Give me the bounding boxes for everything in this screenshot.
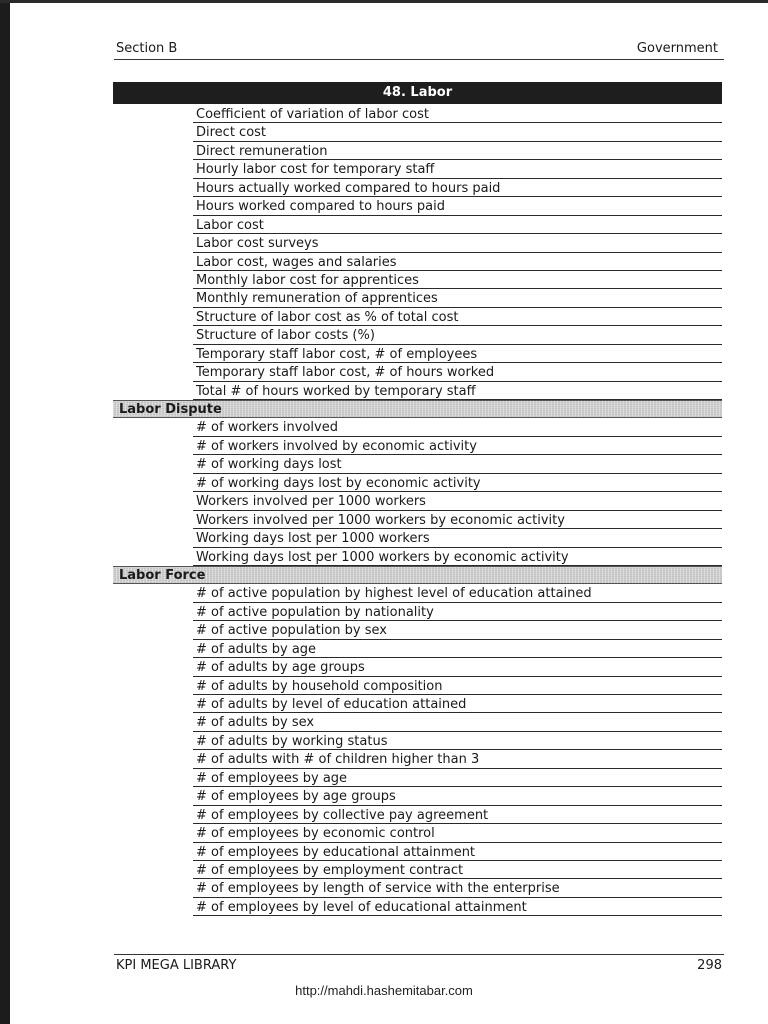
list-item: Labor cost, wages and salaries bbox=[193, 253, 722, 271]
list-item: # of employees by educational attainment bbox=[193, 843, 722, 861]
header-divider bbox=[114, 59, 724, 60]
source-url[interactable]: http://mahdi.hashemitabar.com bbox=[295, 983, 473, 998]
list-item: Hours worked compared to hours paid bbox=[193, 197, 722, 215]
list-item: # of employees by level of educational attainment bbox=[193, 898, 722, 916]
list-item: Hourly labor cost for temporary staff bbox=[193, 160, 722, 178]
list-item: Total # of hours worked by temporary staff bbox=[193, 382, 722, 400]
list-item: # of employees by economic control bbox=[193, 824, 722, 842]
section-heading: Labor Dispute bbox=[113, 400, 722, 418]
list-item: # of adults by age bbox=[193, 640, 722, 658]
list-item: Working days lost per 1000 workers bbox=[193, 529, 722, 547]
list-item: # of active population by highest level of education attained bbox=[193, 584, 722, 602]
kpi-list bbox=[113, 105, 722, 916]
list-item: # of adults with # of children higher than 3 bbox=[193, 750, 722, 768]
list-item: Monthly labor cost for apprentices bbox=[193, 271, 722, 289]
list-item: # of employees by collective pay agreement bbox=[193, 806, 722, 824]
list-item: Coefficient of variation of labor cost bbox=[193, 105, 722, 123]
list-item: Hours actually worked compared to hours paid bbox=[193, 179, 722, 197]
library-name: KPI MEGA LIBRARY bbox=[116, 958, 237, 973]
page-header bbox=[116, 41, 718, 59]
list-item: Temporary staff labor cost, # of employees bbox=[193, 345, 722, 363]
list-item: # of employees by length of service with the enterprise bbox=[193, 879, 722, 897]
list-item: Monthly remuneration of apprentices bbox=[193, 289, 722, 307]
list-item: # of working days lost by economic activity bbox=[193, 474, 722, 492]
scan-edge-left bbox=[0, 0, 10, 1024]
list-item: # of adults by age groups bbox=[193, 658, 722, 676]
list-item: # of active population by nationality bbox=[193, 603, 722, 621]
list-item: # of employees by age bbox=[193, 769, 722, 787]
list-item: Working days lost per 1000 workers by economic activity bbox=[193, 548, 722, 566]
list-item: # of adults by sex bbox=[193, 713, 722, 731]
list-item: # of adults by household composition bbox=[193, 677, 722, 695]
list-item: Direct remuneration bbox=[193, 142, 722, 160]
list-item: Labor cost surveys bbox=[193, 234, 722, 252]
list-item: Structure of labor cost as % of total cost bbox=[193, 308, 722, 326]
list-item: Labor cost bbox=[193, 216, 722, 234]
list-item: Workers involved per 1000 workers by economic activity bbox=[193, 511, 722, 529]
list-item: Direct cost bbox=[193, 123, 722, 141]
list-item: # of employees by age groups bbox=[193, 787, 722, 805]
list-item: # of active population by sex bbox=[193, 621, 722, 639]
list-item: # of workers involved bbox=[193, 418, 722, 436]
category-label: Government bbox=[636, 41, 718, 56]
list-item: Temporary staff labor cost, # of hours worked bbox=[193, 363, 722, 381]
list-item: # of working days lost bbox=[193, 455, 722, 473]
list-item: Workers involved per 1000 workers bbox=[193, 492, 722, 510]
footer-divider bbox=[114, 954, 724, 955]
section-label: Section B bbox=[116, 41, 178, 56]
page-number: 298 bbox=[697, 958, 722, 973]
page-footer bbox=[116, 958, 722, 976]
list-item: # of adults by level of education attained bbox=[193, 695, 722, 713]
list-item: Structure of labor costs (%) bbox=[193, 326, 722, 344]
scan-edge-top bbox=[0, 0, 768, 3]
list-item: # of adults by working status bbox=[193, 732, 722, 750]
list-item: # of employees by employment contract bbox=[193, 861, 722, 879]
section-heading: Labor Force bbox=[113, 566, 722, 584]
chapter-banner: 48. Labor bbox=[113, 82, 722, 104]
list-item: # of workers involved by economic activity bbox=[193, 437, 722, 455]
